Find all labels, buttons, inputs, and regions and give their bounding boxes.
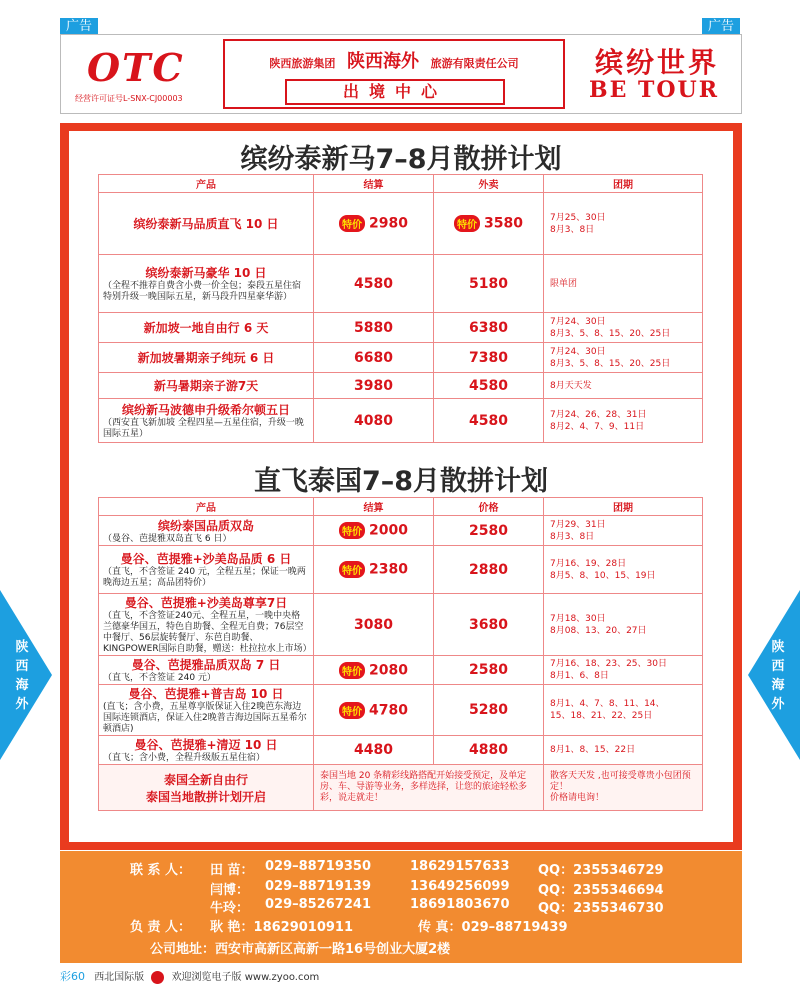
tour-dates: 7月24、26、28、31日 8月2、4、7、9、11日 [550,409,647,432]
settle-price: 4780 [369,702,408,718]
settle-price-cell [314,399,434,443]
product-name: 曼谷、芭提雅+清迈 10 日 [134,738,278,752]
product-cell [99,313,314,343]
product-cell [99,373,314,399]
table-row [99,255,703,313]
side-banner-right [740,590,800,760]
retail-price-cell [434,399,544,443]
settle-price-cell [314,656,434,685]
product-cell [99,736,314,765]
retail-price: 5180 [469,275,508,292]
product-cell [99,656,314,685]
settle-price: 2000 [369,522,408,539]
section2-title: 直飞泰国7–8月散拼计划 [253,466,549,497]
inner-panel [69,131,733,842]
side-banner-text: 陕 西 海 外 [15,640,29,712]
table-row [99,373,703,399]
product-desc: （曼谷、芭提雅双岛直飞 6 日） [103,533,232,544]
retail-price: 2580 [469,662,508,678]
tour-dates: 限单团 [550,278,578,289]
retail-price: 7380 [469,349,508,366]
product-cell [99,594,314,656]
product-desc: （直飞，不含签证 240 元） [103,673,216,683]
dates-cell [544,255,703,313]
retail-price-cell [434,736,544,765]
settle-price: 2380 [369,561,408,578]
tour-dates: 8月1、4、7、8、11、14、 15、18、21、22、25日 [550,699,665,721]
retail-price-cell [434,516,544,546]
manager-name: 耿 艳：18629010911 [210,920,354,935]
retail-price: 5280 [469,702,508,718]
settle-price-cell [314,193,434,255]
retail-price: 2580 [469,522,508,539]
product-cell [99,399,314,443]
brand-english: BE TOUR [588,77,719,103]
retail-price: 3680 [469,616,508,633]
retail-price-cell [434,594,544,656]
table-row [99,546,703,594]
main-frame [60,123,742,850]
retail-price: 4880 [469,742,508,758]
dates-cell [544,685,703,736]
product-cell [99,193,314,255]
special-price-badge: 特价 [339,702,365,719]
contact-tel: 029–85267241 [265,897,371,912]
retail-price-cell [434,685,544,736]
settle-price: 2080 [369,662,408,678]
tour-dates: 7月18、30日 8月08、13、20、27日 [550,613,647,636]
settle-price: 3080 [354,616,393,633]
product-cell [99,343,314,373]
free-travel-cell [99,765,314,811]
page-number: 彩60 [60,970,85,983]
col-header-product: 产品 [99,175,314,193]
special-price-badge: 特价 [339,662,365,679]
col-header-product: 产品 [99,498,314,516]
tour-dates: 7月24、30日 8月3、5、8、15、20、25日 [550,346,671,369]
free-travel-title: 泰国全新自由行 泰国当地散拼计划开启 [145,772,266,804]
dates-cell [544,656,703,685]
product-desc: (直飞；含小费，五星尊享版保证入住2晚芭东海边国际连锁酒店，保证入住2晚普吉海边国际五星希尔顿酒店) [103,702,307,734]
product-name: 缤纷泰国品质双岛 [157,518,254,533]
contact-qq: QQ：2355346694 [538,883,664,898]
publication-logo-icon [151,971,164,984]
settle-price: 3980 [354,377,393,394]
settle-price: 4580 [354,275,393,292]
welcome-text: 欢迎浏览电子版 www.zyoo.com [171,972,320,983]
dates-cell [544,594,703,656]
tour-dates: 8月1、8、15、22日 [550,745,636,755]
product-name: 缤纷新马波德申升级希尔顿五日 [121,403,290,417]
settle-price-cell [314,594,434,656]
product-cell [99,546,314,594]
col-header-dates: 团期 [544,175,703,193]
settle-price-cell [314,373,434,399]
settle-price-cell [314,736,434,765]
retail-price-cell [434,255,544,313]
ad-label-right: 广告 [702,18,740,36]
col-header-settle: 结算 [314,498,434,516]
product-desc: （直飞，不含签证240元、全程五星，一晚中央格兰德豪华国五，特色自助餐、全程无自费；76层空中餐厅、56层旋转餐厅、东芭自助餐、KINGPOWER国际自助餐，赠送：杜拉拉水上市场） [103,611,312,654]
product-cell [99,685,314,736]
settle-price: 5880 [354,319,393,336]
contact-name: 闫博： [210,883,250,898]
settle-price: 4080 [354,412,393,429]
side-banner-text: 陕 西 海 外 [771,640,785,712]
tour-dates: 7月25、30日 8月3、8日 [550,212,606,235]
retail-price-cell [434,313,544,343]
contact-tel: 029–88719350 [265,859,371,874]
table-row [99,736,703,765]
company-name-tail: 旅游有限责任公司 [430,57,519,70]
tour-dates: 7月16、19、28日 8月5、8、10、15、19日 [550,558,656,581]
settle-price-cell [314,516,434,546]
ad-header [60,34,742,114]
retail-price-cell [434,656,544,685]
company-address: 公司地址：西安市高新区高新一路16号创业大厦2楼 [150,942,451,957]
table-row [99,399,703,443]
product-name: 缤纷泰新马品质直飞 10 日 [133,217,279,231]
dates-cell [544,516,703,546]
table-row [99,193,703,255]
company-name-box [223,39,565,109]
contact-block [60,851,742,963]
col-header-settle: 结算 [314,175,434,193]
contact-qq: QQ：2355346730 [538,901,664,916]
special-price-badge: 特价 [339,215,365,232]
tour-dates: 7月29、31日 8月3、8日 [550,519,606,542]
retail-price: 3580 [484,215,523,232]
table-row [99,313,703,343]
product-name: 新加坡暑期亲子纯玩 6 日 [137,351,275,365]
dates-cell [544,399,703,443]
retail-price-cell [434,373,544,399]
product-name: 曼谷、芭提雅+沙美岛品质 6 日 [120,552,292,566]
table-row [99,656,703,685]
table-row [99,594,703,656]
col-header-dates: 团期 [544,498,703,516]
col-header-retail: 外卖 [434,175,544,193]
tour-dates: 7月16、18、23、25、30日 8月1、6、8日 [550,659,667,681]
contact-name: 田 苗： [210,863,254,878]
section2-table [98,497,703,811]
manager-label: 负 责 人： [130,920,192,935]
settle-price: 4480 [354,742,393,758]
special-price-badge: 特价 [339,561,365,578]
product-desc: （西安直飞新加坡 全程四星—五星住宿，升级一晚国际五星） [103,418,304,439]
section1-title: 缤纷泰新马7–8月散拼计划 [240,144,562,175]
settle-price-cell [314,546,434,594]
dates-cell [544,313,703,343]
dates-cell [544,373,703,399]
dates-cell [544,546,703,594]
retail-price: 6380 [469,319,508,336]
contact-mobile: 18691803670 [410,897,510,912]
special-price-badge: 特价 [339,522,365,539]
retail-price: 4580 [469,377,508,394]
otc-logo: OTC [87,45,185,90]
product-desc: （直飞；含小费，全程升级版五星住宿） [103,753,266,763]
contact-name: 牛玲： [210,901,250,916]
retail-price: 4580 [469,412,508,429]
outbound-center: 出境中心 [285,79,505,105]
product-cell [99,516,314,546]
ad-label-left: 广告 [60,18,98,36]
table-row [99,343,703,373]
dates-cell [544,343,703,373]
product-name: 缤纷泰新马豪华 10 日 [145,266,267,280]
settle-price-cell [314,255,434,313]
retail-price: 2880 [469,561,508,578]
special-price-badge: 特价 [454,215,480,232]
contact-tel: 029–88719139 [265,879,371,894]
product-name: 曼谷、芭提雅+普吉岛 10 日 [128,687,284,701]
section1-table [98,174,703,443]
fax: 传 真：029–88719439 [418,920,568,935]
contact-label: 联 系 人： [130,863,192,878]
contact-mobile: 18629157633 [410,859,510,874]
contact-qq: QQ：2355346729 [538,863,664,878]
settle-price-cell [314,685,434,736]
table-row [99,516,703,546]
settle-price-cell [314,313,434,343]
product-name: 新马暑期亲子游7天 [153,379,259,393]
company-name-big: 陕西海外 [347,51,419,72]
product-cell [99,255,314,313]
brand-chinese: 缤纷世界 [594,46,719,79]
dates-cell [544,193,703,255]
product-desc: （全程不推荐自费含小费一价全包；泰段五星住宿特别升级一晚国际五星，新马段升四星豪华游） [103,281,302,302]
settle-price: 2980 [369,215,408,232]
product-desc: （直飞，不含签证 240 元，全程五星；保证一晚两晚海边五星；高品团特价） [103,567,306,588]
table-row [99,685,703,736]
settle-price: 6680 [354,349,393,366]
side-banner-left [0,590,60,760]
group-name: 陕西旅游集团 [269,57,336,70]
col-header-price: 价格 [434,498,544,516]
page-footer [60,968,319,984]
contact-mobile: 13649256099 [410,879,510,894]
group-booking-text: 散客天天发 ,也可接受尊贵小包团预定！ 价格请电询！ [544,765,703,811]
tour-dates: 7月24、30日 8月3、5、8、15、20、25日 [550,316,671,339]
settle-price-cell [314,343,434,373]
edition-name: 西北国际版 [94,972,145,983]
dates-cell [544,736,703,765]
retail-price-cell [434,343,544,373]
product-name: 曼谷、芭提雅+沙美岛尊享7日 [124,596,288,610]
product-name: 曼谷、芭提雅品质双岛 7 日 [131,658,281,672]
retail-price-cell [434,546,544,594]
local-routes-text: 泰国当地 20 条精彩线路搭配开始接受预定，及单定房、车、导游等业务，多样选择，让您的旅途轻松多彩，说走就走！ [314,765,544,811]
retail-price-cell [434,193,544,255]
table-row-extra [99,765,703,811]
product-name: 新加坡一地自由行 6 天 [143,321,269,335]
tour-dates: 8月天天发 [550,380,592,391]
license-number: 经营许可证号L-SNX-CJ00003 [75,94,183,103]
